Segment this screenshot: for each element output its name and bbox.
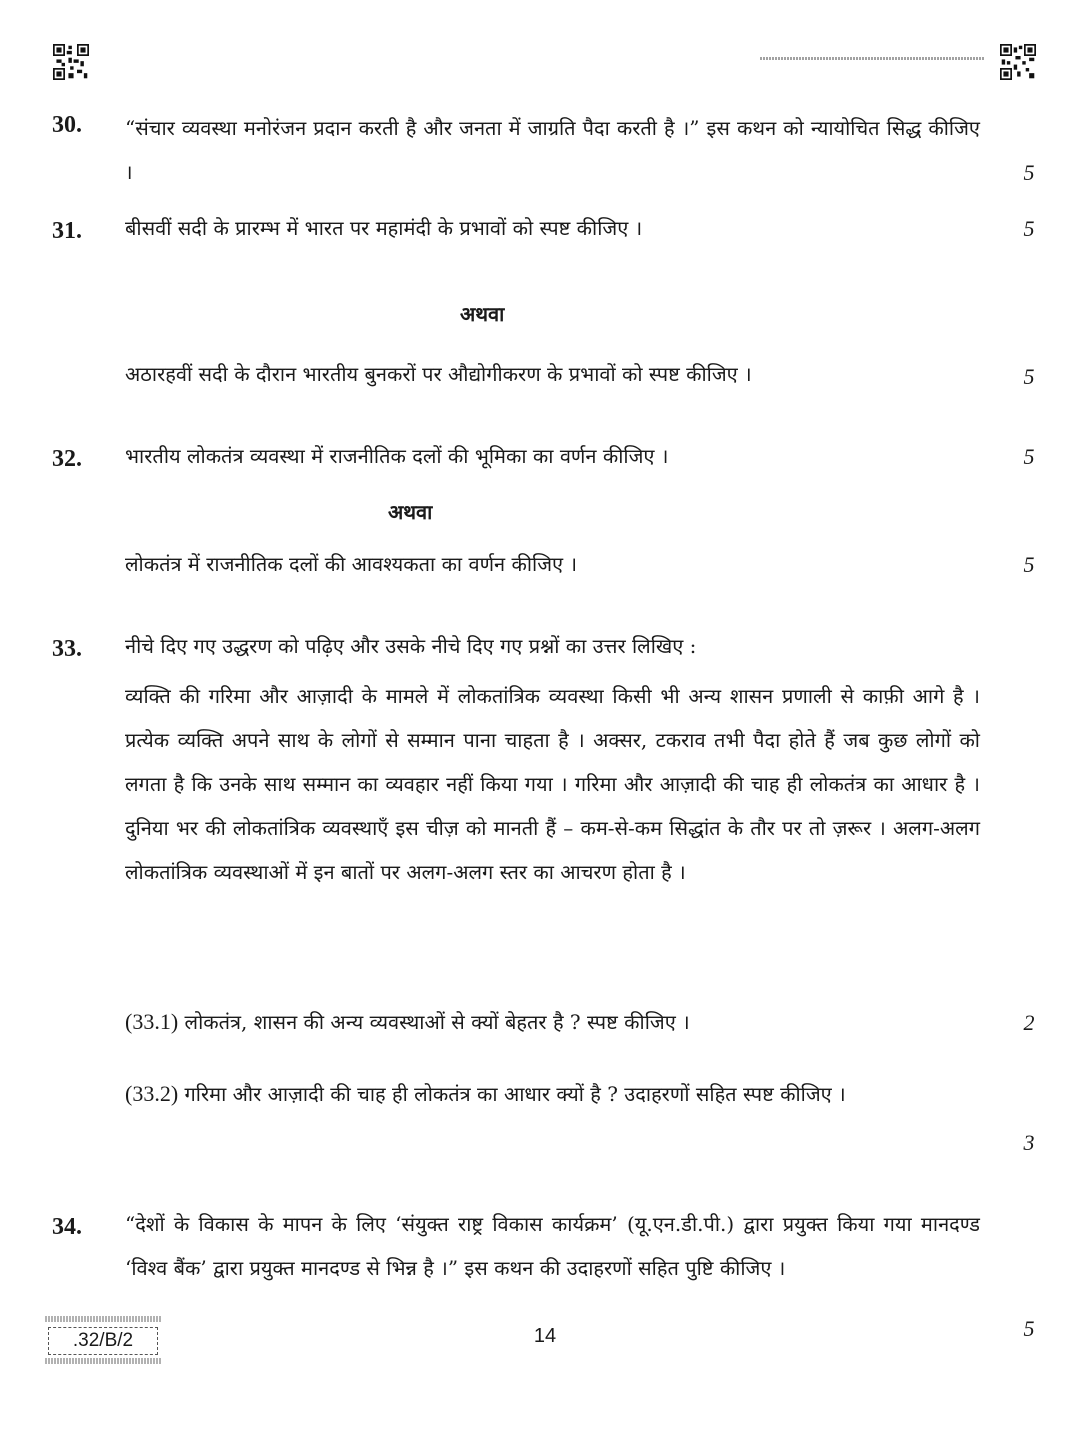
microtext-line	[45, 1316, 161, 1322]
question-text: बीसवीं सदी के प्रारम्भ में भारत पर महामंदी के प्रभावों को स्पष्ट कीजिए ।	[125, 216, 643, 240]
paper-code: .32/B/2	[48, 1327, 158, 1355]
page-number: 14	[533, 1325, 557, 1347]
subquestion-label: (33.1)	[125, 1009, 179, 1034]
qr-code-icon	[1000, 44, 1036, 80]
alternative-question-marks: 5	[1023, 552, 1035, 577]
question-number: 30.	[52, 112, 82, 138]
subquestion-33-1	[125, 1000, 980, 1044]
subquestion-label: (33.2)	[125, 1081, 179, 1106]
alternative-question-marks: 5	[1023, 364, 1035, 389]
passage-text: व्यक्ति की गरिमा और आज़ादी के मामले में लोकतांत्रिक व्यवस्था किसी भी अन्य शासन प्रणाली से काफ़ी आगे है । प्रत्येक व्यक्ति अपने साथ के लोगों से सम्मान पाना चाहता है । अक्सर, टकराव तभी पैदा होते हैं जब कुछ लोगों को लगता है कि उनके साथ सम्मान का व्यवहार नहीं किया गया । गरिमा और आज़ादी की चाह ही लोकतंत्र का आधार है । दुनिया भर की लोकतांत्रिक व्यवस्थाएँ इस चीज़ को मानती हैं – कम-से-कम सिद्धांत के तौर पर तो ज़रूर । अलग-अलग लोकतांत्रिक व्यवस्थाओं में इन बातों पर अलग-अलग स्तर का आचरण होता है ।	[125, 684, 980, 884]
subquestion-text: लोकतंत्र, शासन की अन्य व्यवस्थाओं से क्यों बेहतर है ? स्पष्ट कीजिए ।	[184, 1010, 690, 1034]
question-text: “देशों के विकास के मापन के लिए ‘संयुक्त राष्ट्र विकास कार्यक्रम’ (यू.एन.डी.पी.) द्वारा प्रयुक्त किया गया मानदण्ड ‘विश्व बैंक’ द्वारा प्रयुक्त मानदण्ड से भिन्न है ।” इस कथन की उदाहरणों सहित पुष्टि कीजिए ।	[125, 1212, 980, 1280]
or-label: अथवा	[460, 302, 505, 326]
question-marks: 5	[1023, 160, 1035, 185]
question-intro: नीचे दिए गए उद्धरण को पढ़िए और उसके नीचे दिए गए प्रश्नों का उत्तर लिखिए :	[125, 634, 697, 658]
or-label: अथवा	[388, 500, 433, 524]
question-marks: 5	[1023, 444, 1035, 469]
microtext-line	[45, 1358, 161, 1364]
subquestion-text: गरिमा और आज़ादी की चाह ही लोकतंत्र का आधार क्यों है ? उदाहरणों सहित स्पष्ट कीजिए ।	[184, 1082, 846, 1106]
question-text: भारतीय लोकतंत्र व्यवस्था में राजनीतिक दलों की भूमिका का वर्णन कीजिए ।	[125, 444, 669, 468]
alternative-question-text: लोकतंत्र में राजनीतिक दलों की आवश्यकता का वर्णन कीजिए ।	[125, 552, 578, 576]
question-number: 33.	[52, 636, 82, 662]
alternative-question-text: अठारहवीं सदी के दौरान भारतीय बुनकरों पर औद्योगीकरण के प्रभावों को स्पष्ट कीजिए ।	[125, 362, 752, 386]
question-number: 34.	[52, 1214, 82, 1240]
question-marks: 5	[1023, 216, 1035, 241]
subquestion-marks: 2	[1023, 1010, 1035, 1035]
question-marks: 5	[1023, 1316, 1035, 1341]
subquestion-marks: 3	[1023, 1130, 1035, 1155]
microtext-line	[760, 57, 985, 60]
subquestion-33-2	[125, 1072, 1052, 1116]
question-number: 32.	[52, 446, 82, 472]
qr-code-icon	[53, 44, 89, 80]
question-text: “संचार व्यवस्था मनोरंजन प्रदान करती है और जनता में जाग्रति पैदा करती है ।” इस कथन को न्यायोचित सिद्ध कीजिए ।	[125, 116, 980, 184]
question-number: 31.	[52, 218, 82, 244]
